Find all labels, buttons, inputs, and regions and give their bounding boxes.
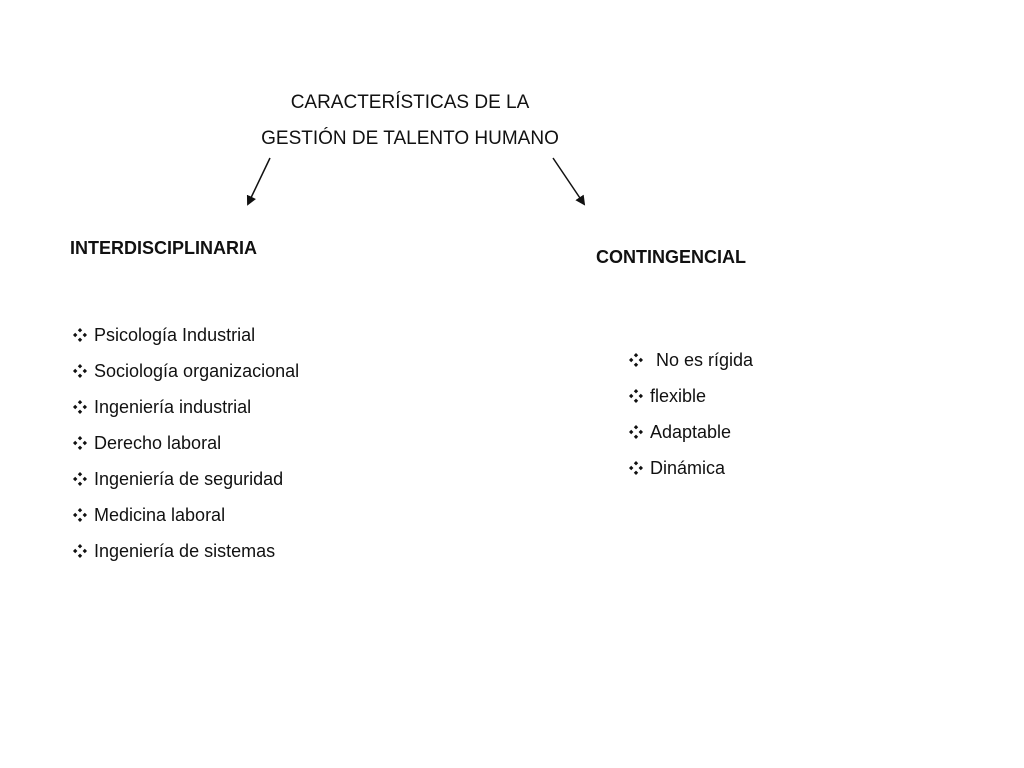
list-item-text: Psicología Industrial <box>94 324 256 345</box>
list-item <box>73 317 299 353</box>
list-item-text: Derecho laboral <box>94 432 222 453</box>
list-item <box>629 414 753 450</box>
list-item <box>73 389 299 425</box>
four-diamond-bullet-icon <box>629 461 643 475</box>
list-item <box>629 450 753 486</box>
four-diamond-bullet-icon <box>73 472 87 486</box>
four-diamond-bullet-icon <box>73 508 87 522</box>
four-diamond-bullet-icon <box>73 400 87 414</box>
four-diamond-bullet-icon <box>629 389 643 403</box>
list-item-text: Dinámica <box>650 457 726 478</box>
list-item <box>629 378 753 414</box>
list-item <box>73 353 299 389</box>
list-item-text: Ingeniería de seguridad <box>94 468 284 489</box>
list-item <box>73 497 299 533</box>
list-item-text: Ingeniería industrial <box>94 396 252 417</box>
contingencial-heading: CONTINGENCIAL <box>596 247 746 267</box>
list-item <box>629 342 753 378</box>
four-diamond-bullet-icon <box>629 353 643 367</box>
list-item-text: flexible <box>650 385 707 406</box>
list-item <box>73 533 299 569</box>
four-diamond-bullet-icon <box>73 544 87 558</box>
arrow-left <box>248 158 270 204</box>
four-diamond-bullet-icon <box>73 328 87 342</box>
four-diamond-bullet-icon <box>73 436 87 450</box>
title-line-2: GESTIÓN DE TALENTO HUMANO <box>261 128 559 149</box>
list-item-text: Sociología organizacional <box>94 360 300 381</box>
interdisciplinaria-heading: INTERDISCIPLINARIA <box>70 238 258 258</box>
title-line-1: CARACTERÍSTICAS DE LA <box>290 92 530 113</box>
list-item-text: Adaptable <box>650 421 732 442</box>
arrow-right <box>553 158 584 204</box>
four-diamond-bullet-icon <box>73 364 87 378</box>
list-item <box>73 461 299 497</box>
contingencial-list <box>629 342 753 486</box>
interdisciplinaria-list <box>73 317 299 569</box>
list-item <box>73 425 299 461</box>
list-item-text: Ingeniería de sistemas <box>94 540 276 561</box>
list-item-text: Medicina laboral <box>94 504 226 525</box>
list-item-text: No es rígida <box>656 349 754 370</box>
four-diamond-bullet-icon <box>629 425 643 439</box>
